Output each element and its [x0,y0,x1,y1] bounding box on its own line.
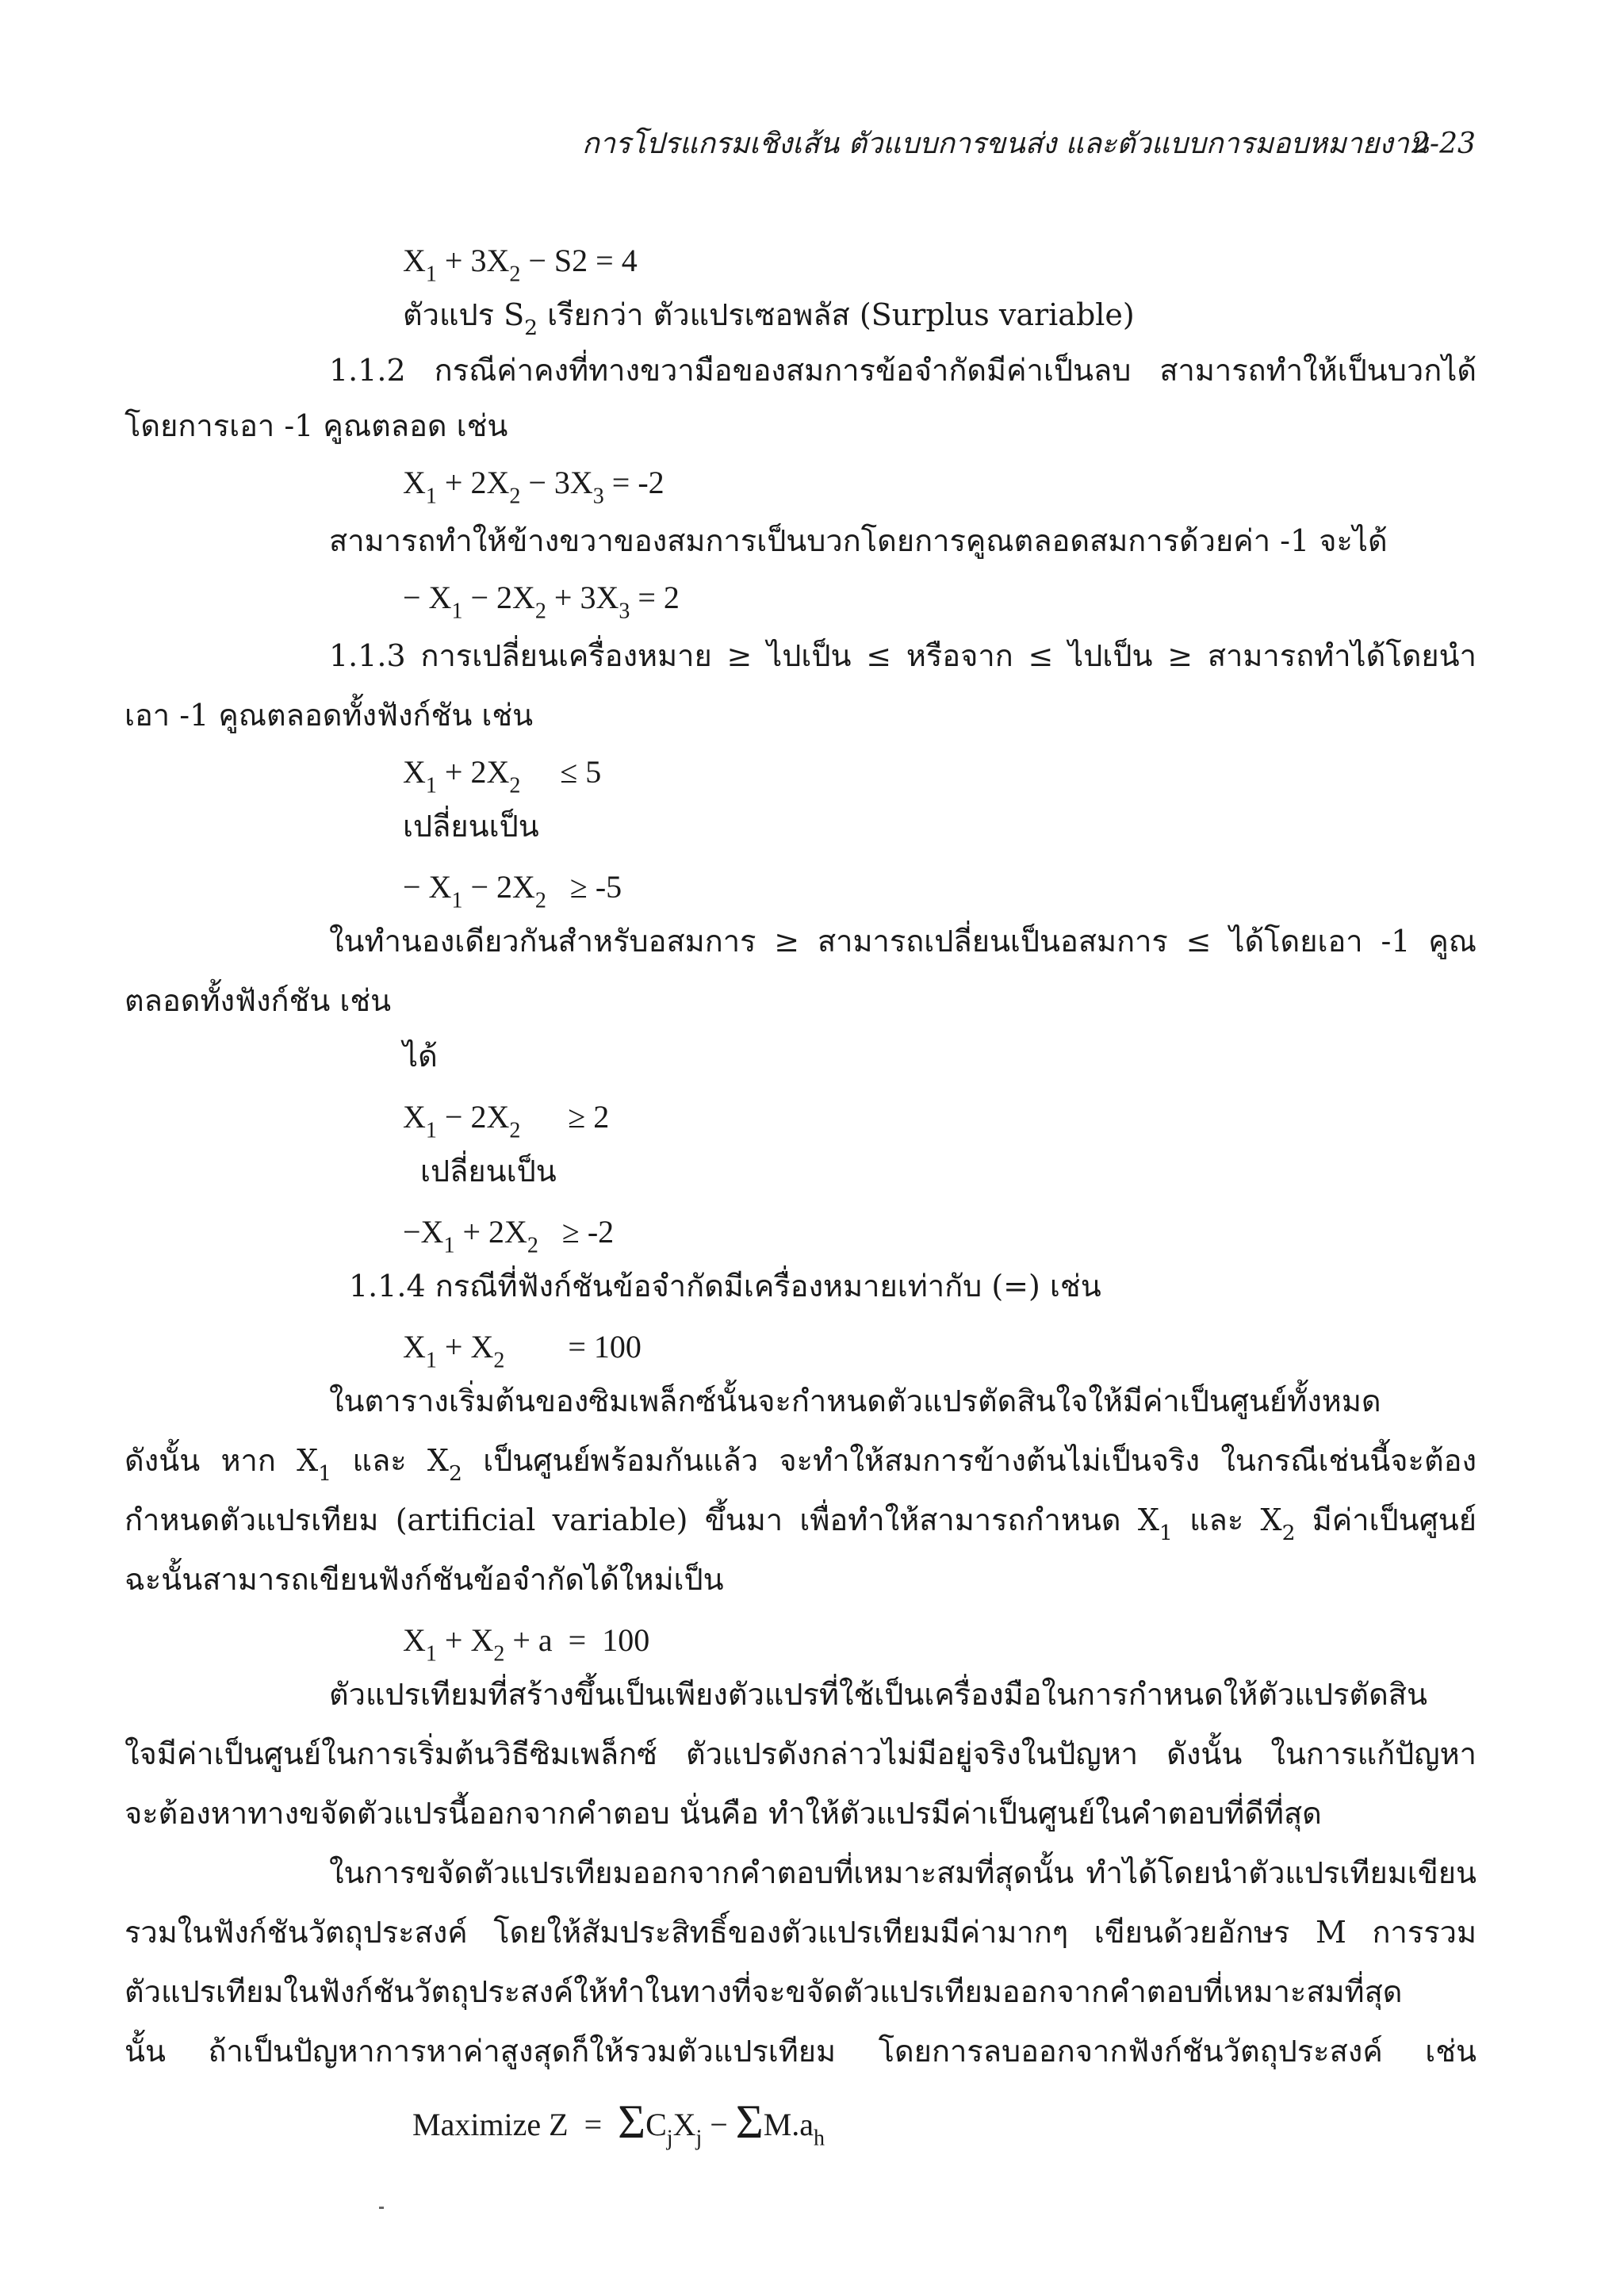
equation-maximize-z: Maximize $Z = \Sigma C_jX_j - \Sigma M.a_h$ [412,2096,825,2151]
equation-artificial: $X_1 + X_2 + a = 100$ [403,1622,650,1667]
running-header-title: การโปรแกรมเชิงเส้น ตัวแบบการขนส่ง และตัวแบบการมอบหมายงาน [582,128,1429,160]
paragraph-simplex-line1: ในตารางเริ่มต้นของซิมเพล็กซ์นั้นจะกำหนดตัวแปรตัดสินใจให้มีค่าเป็นศูนย์ทั้งหมด [329,1384,1381,1418]
paragraph-multiply-minus-one: สามารถทำให้ข้างขวาของสมการเป็นบวกโดยการคูณตลอดสมการด้วยค่า -1 จะได้ [329,523,1388,558]
equation-equality: $X_1 + X_2$ = 100 [403,1329,642,1373]
paragraph-similarly-line1: ในทำนองเดียวกันสำหรับอสมการ ≥ สามารถเปลี่ยนเป็นอสมการ ≤ ได้โดยเอา -1 คูณ [329,924,1477,959]
equation-ge: − $X_1 - 2X_2 \ge -5$ [403,869,622,913]
change-to-label-2: เปลี่ยนเป็น [420,1154,557,1189]
paragraph-simplex-line2: ดังนั้น หาก $X_1$ และ $X_2$ เป็นศูนย์พร้อมกันแล้ว จะทำให้สมการข้างต้นไม่เป็นจริง ในกรณีเช่นนี้จะต้อง [124,1443,1477,1486]
change-to-label-1: เปลี่ยนเป็น [403,809,539,844]
surplus-note: ตัวแปร $S_2$ เรียกว่า ตัวแปรเซอพลัส (Surplus variable) [403,297,1135,340]
section-1-1-2-line1: 1.1.2 กรณีค่าคงที่ทางขวามือของสมการข้อจำกัดมีค่าเป็นลบ สามารถทำให้เป็นบวกได้ [329,353,1477,388]
paragraph-artificial-line2: ใจมีค่าเป็นศูนย์ในการเริ่มต้นวิธีซิมเพล็กซ์ ตัวแปรดังกล่าวไม่มีอยู่จริงในปัญหา ดังนั้น ในการแก้ปัญหา [124,1736,1477,1771]
equation-surplus: $X_1 + 3X_2 - S2 = 4$ [403,243,638,287]
paragraph-simplex-line4: ฉะนั้นสามารถเขียนฟังก์ชันข้อจำกัดได้ใหม่เป็น [124,1562,724,1597]
paragraph-artificial-line3: จะต้องหาทางขจัดตัวแปรนี้ออกจากคำตอบ นั่นคือ ทำให้ตัวแปรมีค่าเป็นศูนย์ในคำตอบที่ดีที่สุด [124,1796,1322,1831]
paragraph-artificial-line1: ตัวแปรเทียมที่สร้างขึ้นเป็นเพียงตัวแปรที่ใช้เป็นเครื่องมือในการกำหนดให้ตัวแปรตัดสิน [329,1677,1427,1712]
section-1-1-3-line2: เอา -1 คูณตลอดทั้งฟังก์ชัน เช่น [124,698,534,733]
paragraph-elimination-line3: ตัวแปรเทียมในฟังก์ชันวัตถุประสงค์ให้ทำในทางที่จะขจัดตัวแปรเทียมออกจากคำตอบที่เหมาะสมที่สุด [124,1974,1403,2009]
equation-ge-minus-2: $-X_1 + 2X_2 \ge -2$ [403,1214,615,1258]
equation-positive-rhs: − $X_1 - 2X_2 + 3X_3 = 2$ [403,580,680,624]
equation-ge-2: $X_1 - 2X_2$ ≥ 2 [403,1099,610,1143]
paragraph-simplex-line3: กำหนดตัวแปรเทียม (artificial variable) ขึ้นมา เพื่อทำให้สามารถกำหนด $X_1$ และ $X_2$ มีค่าเป็นศูนย์ [124,1503,1477,1545]
paragraph-similarly-line2: ตลอดทั้งฟังก์ชัน เช่น [124,983,392,1018]
section-1-1-4-line1: 1.1.4 กรณีที่ฟังก์ชันข้อจำกัดมีเครื่องหมายเท่ากับ (=) เช่น [349,1269,1101,1303]
dai-label: ได้ [403,1039,438,1074]
scan-speck [379,2207,384,2209]
paragraph-elimination-line4: นั้น ถ้าเป็นปัญหาการหาค่าสูงสุดก็ให้รวมตัวแปรเทียม โดยการลบออกจากฟังก์ชันวัตถุประสงค์ เช่น [124,2034,1477,2069]
paragraph-elimination-line1: ในการขจัดตัวแปรเทียมออกจากคำตอบที่เหมาะสมที่สุดนั้น ทำได้โดยนำตัวแปรเทียมเขียน [329,1855,1477,1890]
page-number: 2-23 [1411,128,1476,160]
equation-negative-rhs: $X_1 + 2X_2 - 3X_3 = -2$ [403,465,665,509]
paragraph-elimination-line2: รวมในฟังก์ชันวัตถุประสงค์ โดยให้สัมประสิทธิ์ของตัวแปรเทียมมีค่ามากๆ เขียนด้วยอักษร M การรวม [124,1915,1477,1950]
section-1-1-2-line2: โดยการเอา -1 คูณตลอด เช่น [124,408,508,443]
section-1-1-3-line1: 1.1.3 การเปลี่ยนเครื่องหมาย ≥ ไปเป็น ≤ หรือจาก ≤ ไปเป็น ≥ สามารถทำได้โดยนำ [329,638,1477,673]
equation-le: $X_1 + 2X_2$ ≤ 5 [403,754,602,798]
